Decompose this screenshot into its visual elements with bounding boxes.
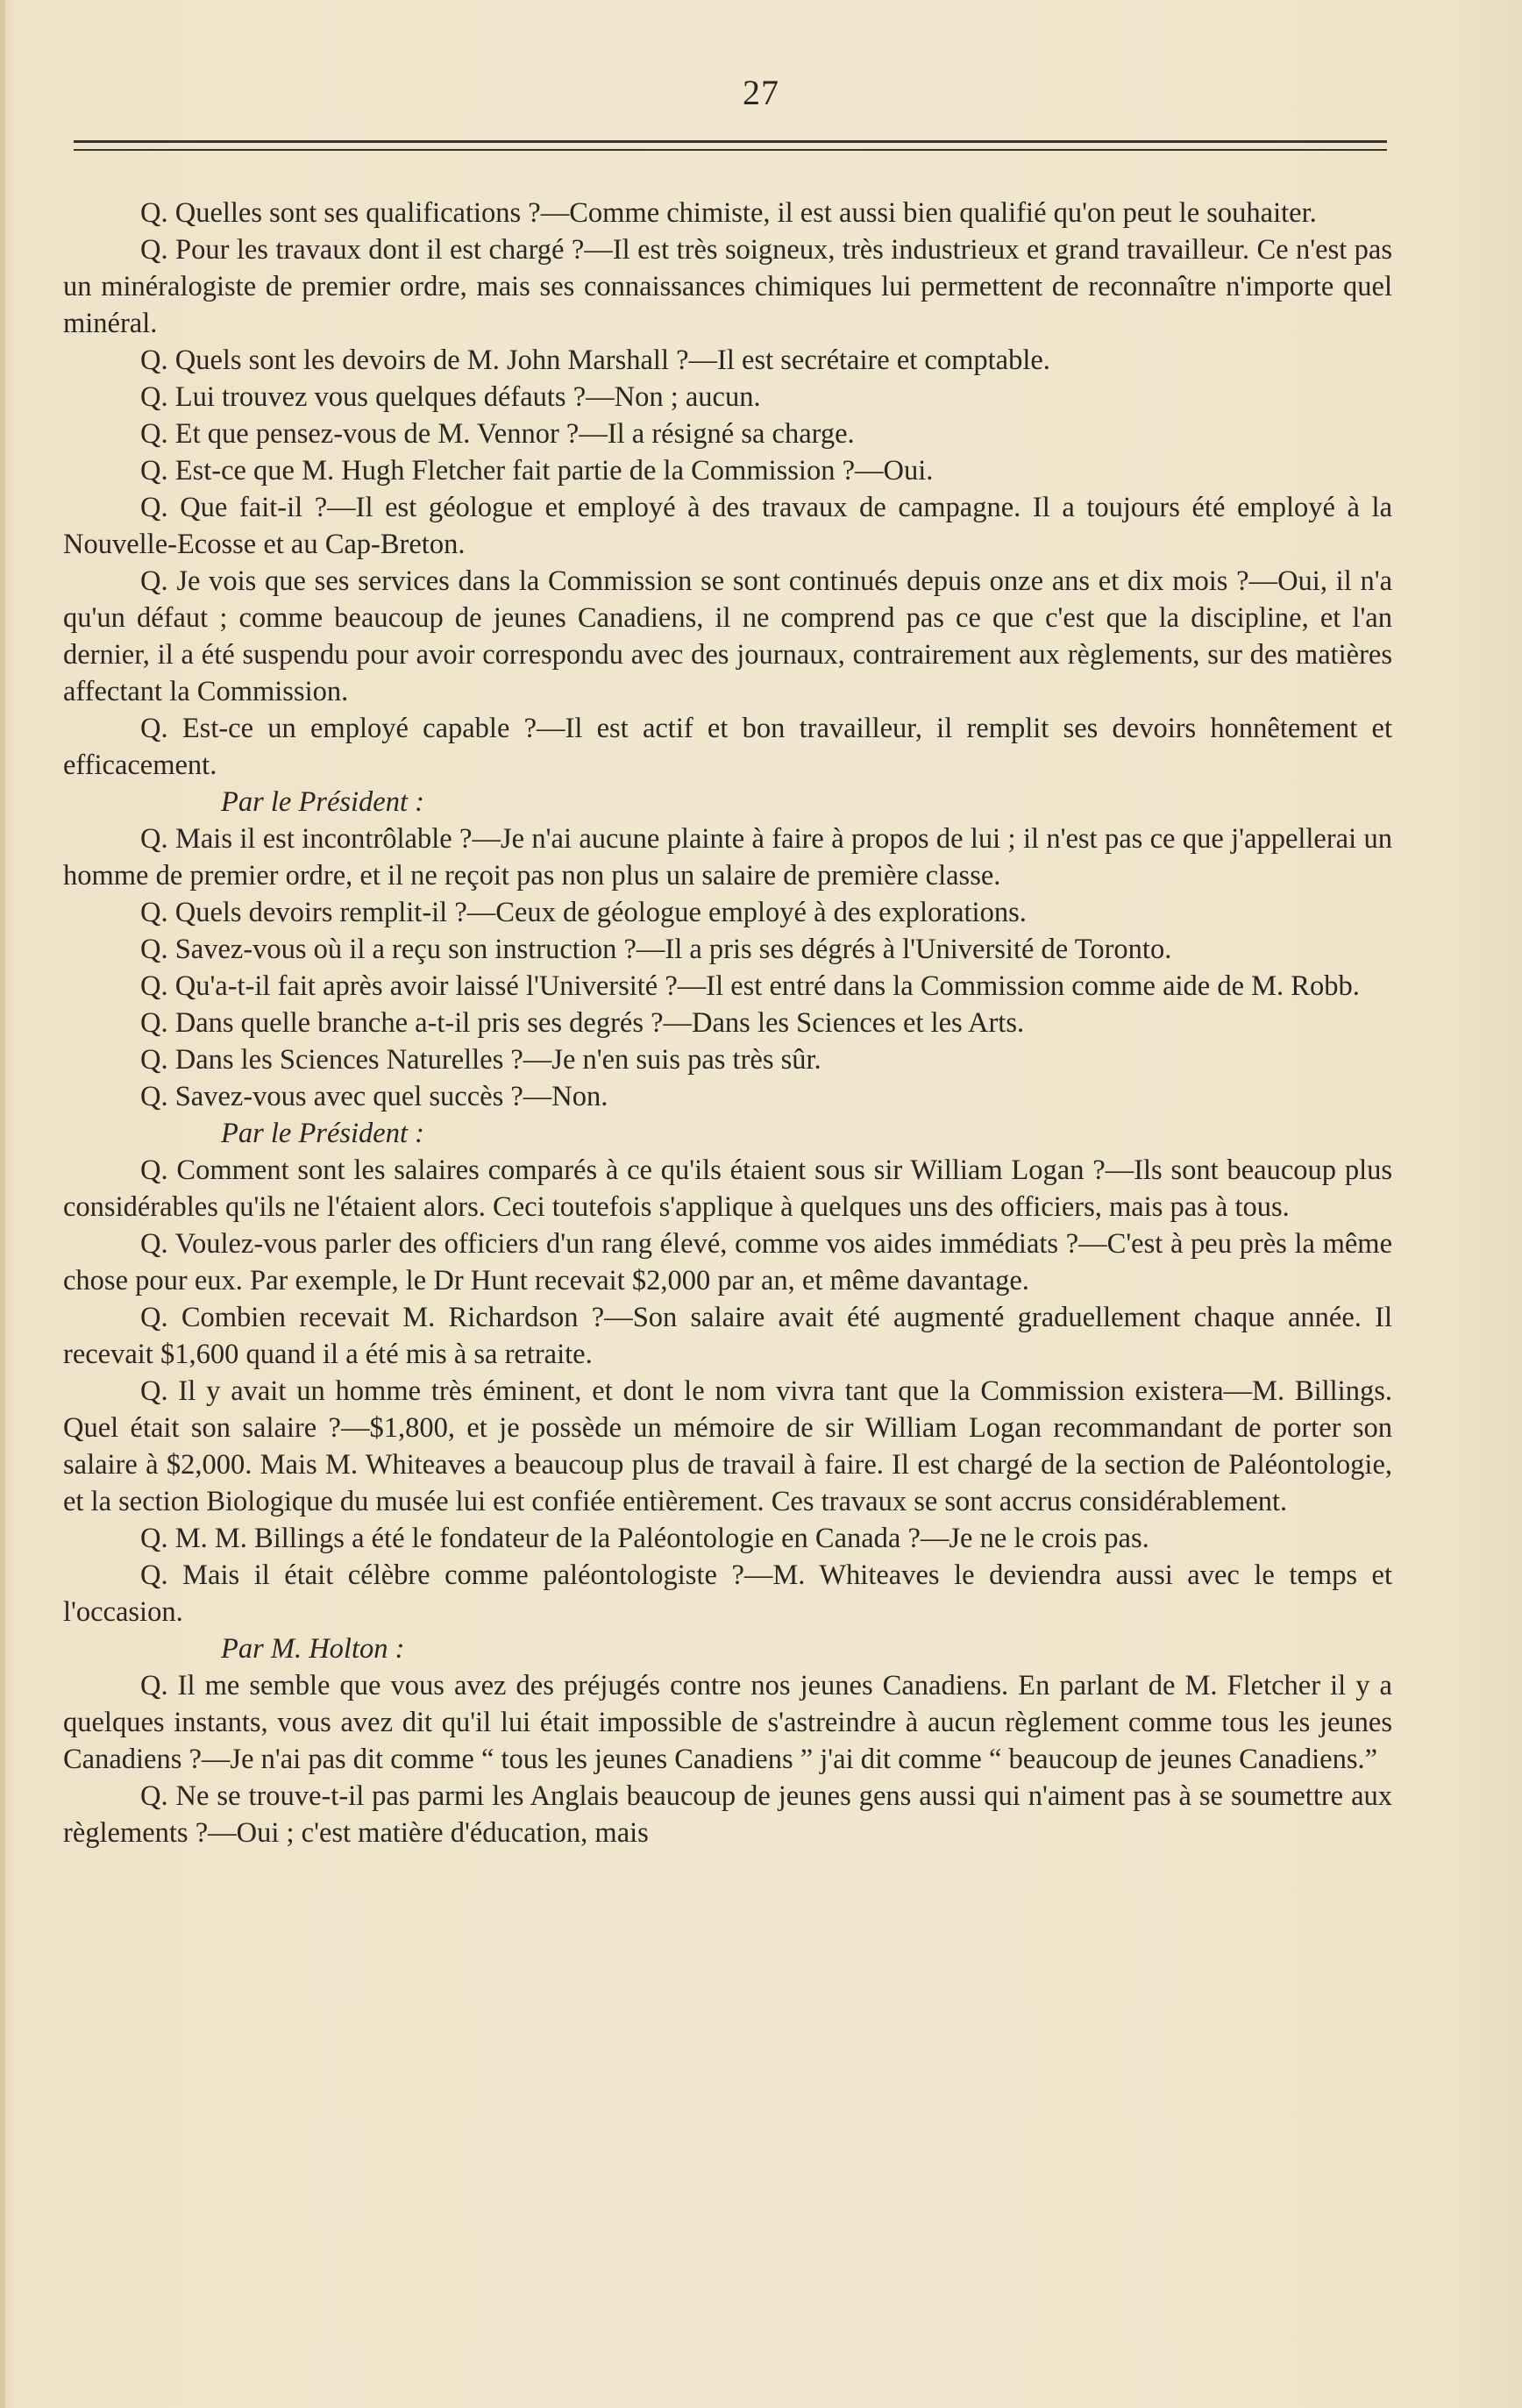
question-answer-paragraph: Q. Dans les Sciences Naturelles ?—Je n'en suis pas très sûr.: [140, 1044, 821, 1076]
question-answer-paragraph: Q. Est-ce que M. Hugh Fletcher fait partie de la Commission ?—Oui.: [140, 455, 934, 487]
question-answer-paragraph: Q. Mais il est incontrôlable ?—Je n'ai aucune plainte à faire à propos de lui ; il n'est pas ce que j'appellerai un homme de premier ordre, et il ne reçoit pas non plus un salaire de première classe.: [63, 823, 1392, 891]
page-number: 27: [743, 73, 779, 112]
question-answer-paragraph: Q. Qu'a-t-il fait après avoir laissé l'Université ?—Il est entré dans la Commission comme aide de M. Robb.: [140, 970, 1360, 1002]
body-text: [63, 195, 1392, 1851]
question-answer-paragraph: Q. Dans quelle branche a-t-il pris ses degrés ?—Dans les Sciences et les Arts.: [140, 1007, 1025, 1039]
question-answer-paragraph: Q. Comment sont les salaires comparés à ce qu'ils étaient sous sir William Logan ?—Ils sont beaucoup plus considérables qu'ils ne l'étaient alors. Ceci toutefois s'applique à quelques uns des officiers, mais pas à tous.: [63, 1154, 1392, 1223]
question-answer-paragraph: Q. Quels devoirs remplit-il ?—Ceux de géologue employé à des explorations.: [140, 897, 1027, 928]
question-answer-paragraph: Q. Voulez-vous parler des officiers d'un rang élevé, comme vos aides immédiats ?—C'est à peu près la même chose pour eux. Par exemple, le Dr Hunt recevait $2,000 par an, et même davantage.: [63, 1228, 1392, 1296]
question-answer-paragraph: Q. Savez-vous où il a reçu son instruction ?—Il a pris ses dégrés à l'Université de Toronto.: [140, 934, 1172, 965]
question-answer-paragraph: Q. Lui trouvez vous quelques défauts ?—Non ; aucun.: [140, 381, 761, 413]
question-answer-paragraph: Q. Je vois que ses services dans la Commission se sont continués depuis onze ans et dix mois ?—Oui, il n'a qu'un défaut ; comme beaucoup de jeunes Canadiens, il ne comprend pas ce que c'est que la discipline, et l'an dernier, il a été suspendu pour avoir correspondu avec des journaux, contrairement aux règlements, sur des matières affectant la Commission.: [63, 565, 1392, 707]
question-answer-paragraph: Q. Quelles sont ses qualifications ?—Comme chimiste, il est aussi bien qualifié qu'on peut le souhaiter.: [140, 197, 1317, 229]
header-rule: [74, 140, 1387, 151]
question-answer-paragraph: Q. Mais il était célèbre comme paléontologiste ?—M. Whiteaves le deviendra aussi avec le temps et l'occasion.: [63, 1559, 1392, 1628]
page-left-edge: [0, 0, 5, 2408]
speaker-heading: Par M. Holton :: [221, 1633, 405, 1665]
question-answer-paragraph: Q. Il y avait un homme très éminent, et dont le nom vivra tant que la Commission existera—M. Billings. Quel était son salaire ?—$1,800, et je possède un mémoire de sir William Logan recommandant de porter son salaire à $2,000. Mais M. Whiteaves a beaucoup plus de travail à faire. Il est chargé de la section de Paléontologie, et la section Biologique du musée lui est confiée entièrement. Ces travaux se sont accrus considérablement.: [63, 1375, 1392, 1517]
question-answer-paragraph: Q. Pour les travaux dont il est chargé ?—Il est très soigneux, très industrieux et grand travailleur. Ce n'est pas un minéralogiste de premier ordre, mais ses connaissances chimiques lui permettent de reconnaître n'importe quel minéral.: [63, 234, 1392, 339]
question-answer-paragraph: Q. M. M. Billings a été le fondateur de la Paléontologie en Canada ?—Je ne le crois pas.: [140, 1523, 1149, 1554]
speaker-heading: Par le Président :: [221, 1118, 424, 1149]
question-answer-paragraph: Q. Ne se trouve-t-il pas parmi les Anglais beaucoup de jeunes gens aussi qui n'aiment pas à se soumettre aux règlements ?—Oui ; c'est matière d'éducation, mais: [63, 1780, 1392, 1849]
question-answer-paragraph: Q. Combien recevait M. Richardson ?—Son salaire avait été augmenté graduellement chaque année. Il recevait $1,600 quand il a été mis à sa retraite.: [63, 1302, 1392, 1370]
question-answer-paragraph: Q. Savez-vous avec quel succès ?—Non.: [140, 1081, 608, 1112]
speaker-heading: Par le Président :: [221, 786, 424, 818]
question-answer-paragraph: Q. Et que pensez-vous de M. Vennor ?—Il a résigné sa charge.: [140, 418, 855, 450]
question-answer-paragraph: Q. Que fait-il ?—Il est géologue et employé à des travaux de campagne. Il a toujours été employé à la Nouvelle-Ecosse et au Cap-Breton.: [63, 492, 1392, 560]
question-answer-paragraph: Q. Il me semble que vous avez des préjugés contre nos jeunes Canadiens. En parlant de M. Fletcher il y a quelques instants, vous avez dit qu'il lui était impossible de s'astreindre à aucun règlement comme tous les jeunes Canadiens ?—Je n'ai pas dit comme “ tous les jeunes Canadiens ” j'ai dit comme “ beaucoup de jeunes Canadiens.”: [63, 1670, 1392, 1775]
question-answer-paragraph: Q. Quels sont les devoirs de M. John Marshall ?—Il est secrétaire et comptable.: [140, 345, 1050, 376]
question-answer-paragraph: Q. Est-ce un employé capable ?—Il est actif et bon travailleur, il remplit ses devoirs honnêtement et efficacement.: [63, 713, 1392, 781]
